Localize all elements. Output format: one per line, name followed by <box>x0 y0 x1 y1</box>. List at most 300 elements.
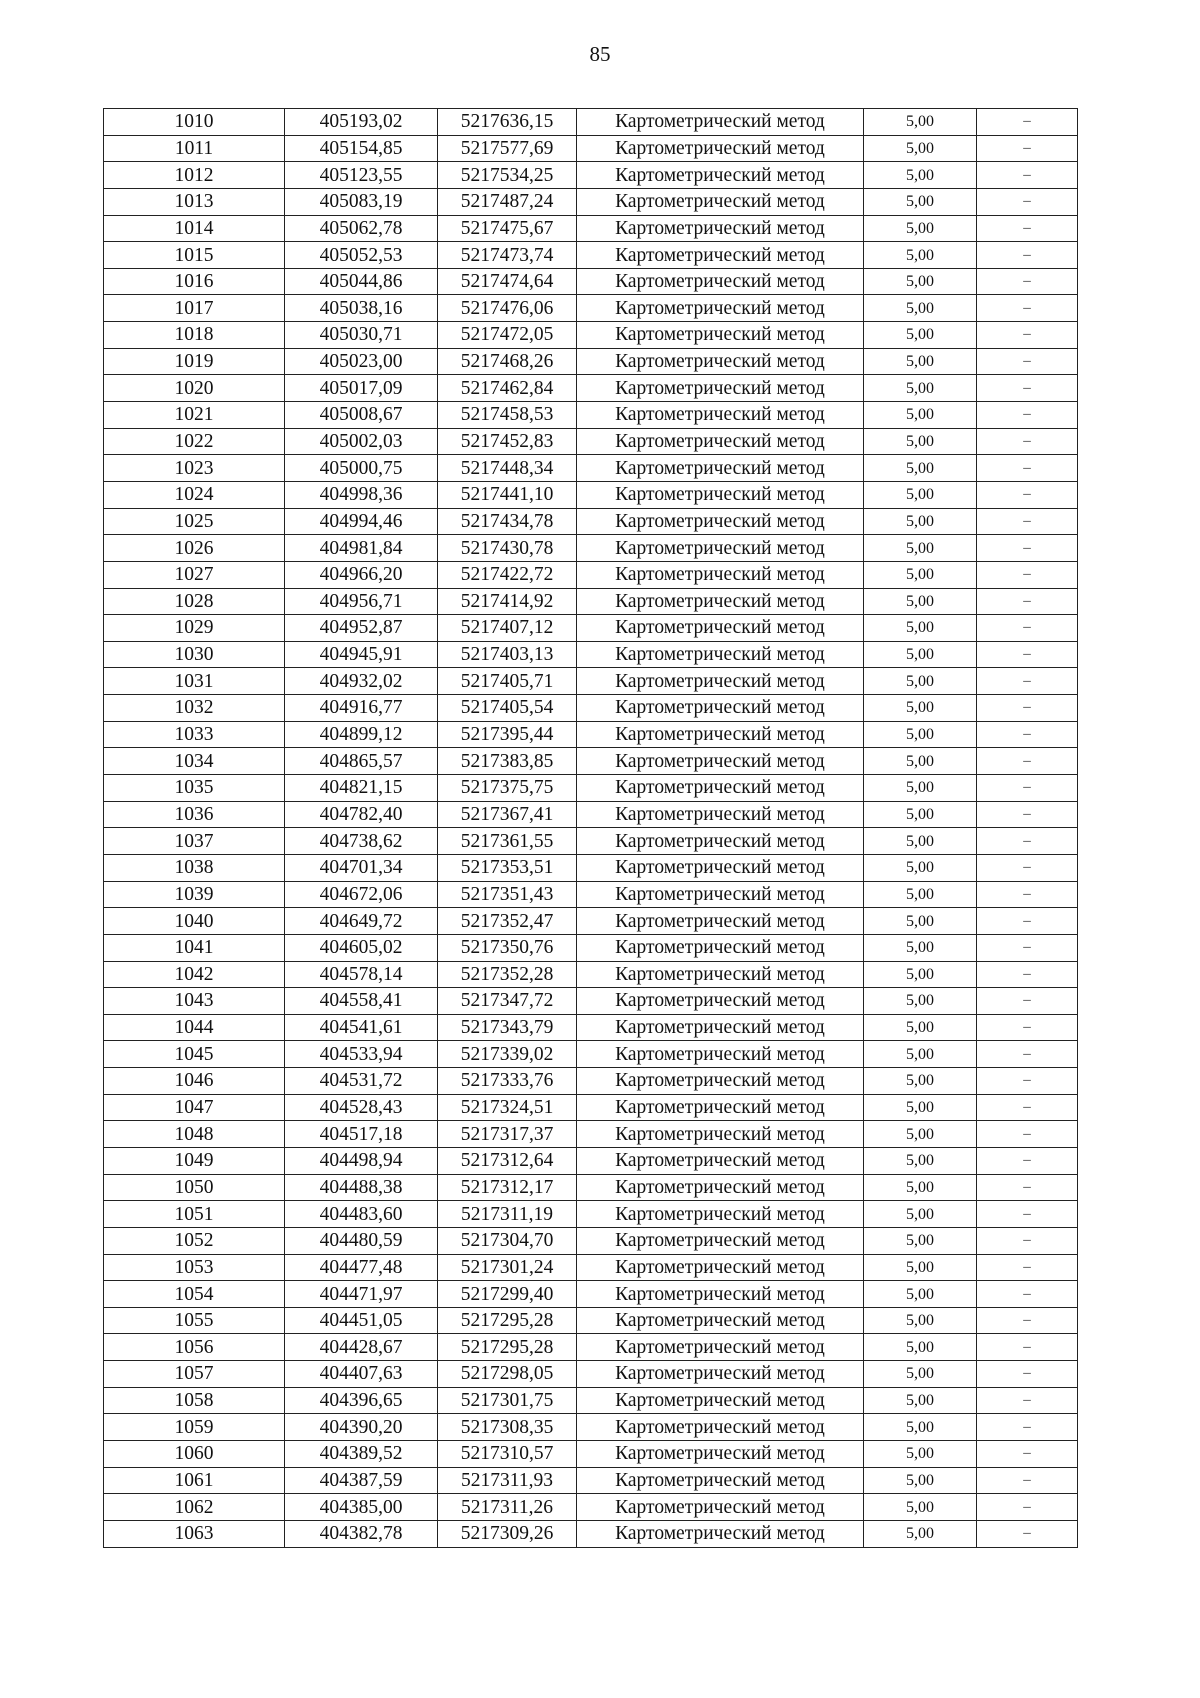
point-number-cell: 1011 <box>104 135 285 162</box>
note-cell: – <box>977 854 1078 881</box>
x-coordinate-cell: 404865,57 <box>285 748 438 775</box>
x-coordinate-cell: 404531,72 <box>285 1068 438 1095</box>
point-number-cell: 1031 <box>104 668 285 695</box>
y-coordinate-cell: 5217405,54 <box>438 695 577 722</box>
note-cell: – <box>977 961 1078 988</box>
accuracy-cell: 5,00 <box>864 348 977 375</box>
x-coordinate-cell: 405017,09 <box>285 375 438 402</box>
point-number-cell: 1013 <box>104 188 285 215</box>
point-number-cell: 1061 <box>104 1467 285 1494</box>
y-coordinate-cell: 5217333,76 <box>438 1068 577 1095</box>
accuracy-cell: 5,00 <box>864 402 977 429</box>
table-row <box>104 1201 1078 1228</box>
accuracy-cell: 5,00 <box>864 1334 977 1361</box>
method-cell: Картометрический метод <box>577 668 864 695</box>
point-number-cell: 1052 <box>104 1227 285 1254</box>
y-coordinate-cell: 5217309,26 <box>438 1520 577 1547</box>
point-number-cell: 1029 <box>104 615 285 642</box>
table-row <box>104 1094 1078 1121</box>
x-coordinate-cell: 405030,71 <box>285 322 438 349</box>
y-coordinate-cell: 5217295,28 <box>438 1334 577 1361</box>
point-number-cell: 1014 <box>104 215 285 242</box>
table-row <box>104 135 1078 162</box>
point-number-cell: 1044 <box>104 1014 285 1041</box>
note-cell: – <box>977 348 1078 375</box>
x-coordinate-cell: 404385,00 <box>285 1494 438 1521</box>
note-cell: – <box>977 1361 1078 1388</box>
accuracy-cell: 5,00 <box>864 428 977 455</box>
y-coordinate-cell: 5217434,78 <box>438 508 577 535</box>
x-coordinate-cell: 405038,16 <box>285 295 438 322</box>
point-number-cell: 1059 <box>104 1414 285 1441</box>
x-coordinate-cell: 404952,87 <box>285 615 438 642</box>
accuracy-cell: 5,00 <box>864 215 977 242</box>
point-number-cell: 1058 <box>104 1387 285 1414</box>
accuracy-cell: 5,00 <box>864 135 977 162</box>
x-coordinate-cell: 404966,20 <box>285 561 438 588</box>
point-number-cell: 1028 <box>104 588 285 615</box>
point-number-cell: 1012 <box>104 162 285 189</box>
y-coordinate-cell: 5217487,24 <box>438 188 577 215</box>
y-coordinate-cell: 5217441,10 <box>438 481 577 508</box>
accuracy-cell: 5,00 <box>864 1094 977 1121</box>
point-number-cell: 1022 <box>104 428 285 455</box>
note-cell: – <box>977 1121 1078 1148</box>
table-row <box>104 881 1078 908</box>
method-cell: Картометрический метод <box>577 1387 864 1414</box>
accuracy-cell: 5,00 <box>864 908 977 935</box>
note-cell: – <box>977 1094 1078 1121</box>
x-coordinate-cell: 405083,19 <box>285 188 438 215</box>
y-coordinate-cell: 5217311,26 <box>438 1494 577 1521</box>
method-cell: Картометрический метод <box>577 348 864 375</box>
x-coordinate-cell: 405052,53 <box>285 242 438 269</box>
table-row <box>104 588 1078 615</box>
accuracy-cell: 5,00 <box>864 561 977 588</box>
method-cell: Картометрический метод <box>577 481 864 508</box>
accuracy-cell: 5,00 <box>864 268 977 295</box>
table-row <box>104 535 1078 562</box>
method-cell: Картометрический метод <box>577 1467 864 1494</box>
x-coordinate-cell: 404945,91 <box>285 641 438 668</box>
note-cell: – <box>977 828 1078 855</box>
point-number-cell: 1039 <box>104 881 285 908</box>
method-cell: Картометрический метод <box>577 375 864 402</box>
point-number-cell: 1050 <box>104 1174 285 1201</box>
method-cell: Картометрический метод <box>577 1494 864 1521</box>
table-row <box>104 1014 1078 1041</box>
accuracy-cell: 5,00 <box>864 1520 977 1547</box>
point-number-cell: 1036 <box>104 801 285 828</box>
point-number-cell: 1019 <box>104 348 285 375</box>
y-coordinate-cell: 5217352,47 <box>438 908 577 935</box>
table-row <box>104 1494 1078 1521</box>
table-row <box>104 481 1078 508</box>
note-cell: – <box>977 1201 1078 1228</box>
accuracy-cell: 5,00 <box>864 828 977 855</box>
note-cell: – <box>977 375 1078 402</box>
accuracy-cell: 5,00 <box>864 854 977 881</box>
point-number-cell: 1045 <box>104 1041 285 1068</box>
note-cell: – <box>977 775 1078 802</box>
method-cell: Картометрический метод <box>577 428 864 455</box>
accuracy-cell: 5,00 <box>864 322 977 349</box>
x-coordinate-cell: 404998,36 <box>285 481 438 508</box>
x-coordinate-cell: 404672,06 <box>285 881 438 908</box>
accuracy-cell: 5,00 <box>864 109 977 136</box>
method-cell: Картометрический метод <box>577 1174 864 1201</box>
note-cell: – <box>977 535 1078 562</box>
method-cell: Картометрический метод <box>577 162 864 189</box>
note-cell: – <box>977 455 1078 482</box>
note-cell: – <box>977 615 1078 642</box>
accuracy-cell: 5,00 <box>864 695 977 722</box>
table-row <box>104 1281 1078 1308</box>
x-coordinate-cell: 404407,63 <box>285 1361 438 1388</box>
accuracy-cell: 5,00 <box>864 961 977 988</box>
y-coordinate-cell: 5217476,06 <box>438 295 577 322</box>
method-cell: Картометрический метод <box>577 268 864 295</box>
y-coordinate-cell: 5217472,05 <box>438 322 577 349</box>
method-cell: Картометрический метод <box>577 188 864 215</box>
point-number-cell: 1056 <box>104 1334 285 1361</box>
x-coordinate-cell: 404387,59 <box>285 1467 438 1494</box>
note-cell: – <box>977 668 1078 695</box>
table-row <box>104 961 1078 988</box>
note-cell: – <box>977 109 1078 136</box>
x-coordinate-cell: 405002,03 <box>285 428 438 455</box>
point-number-cell: 1054 <box>104 1281 285 1308</box>
note-cell: – <box>977 641 1078 668</box>
table-row <box>104 1441 1078 1468</box>
x-coordinate-cell: 405008,67 <box>285 402 438 429</box>
y-coordinate-cell: 5217430,78 <box>438 535 577 562</box>
table-row <box>104 908 1078 935</box>
x-coordinate-cell: 404389,52 <box>285 1441 438 1468</box>
method-cell: Картометрический метод <box>577 1361 864 1388</box>
y-coordinate-cell: 5217317,37 <box>438 1121 577 1148</box>
method-cell: Картометрический метод <box>577 775 864 802</box>
accuracy-cell: 5,00 <box>864 1387 977 1414</box>
accuracy-cell: 5,00 <box>864 1494 977 1521</box>
x-coordinate-cell: 405000,75 <box>285 455 438 482</box>
method-cell: Картометрический метод <box>577 615 864 642</box>
x-coordinate-cell: 404916,77 <box>285 695 438 722</box>
y-coordinate-cell: 5217405,71 <box>438 668 577 695</box>
point-number-cell: 1025 <box>104 508 285 535</box>
note-cell: – <box>977 268 1078 295</box>
method-cell: Картометрический метод <box>577 641 864 668</box>
point-number-cell: 1038 <box>104 854 285 881</box>
accuracy-cell: 5,00 <box>864 641 977 668</box>
y-coordinate-cell: 5217375,75 <box>438 775 577 802</box>
method-cell: Картометрический метод <box>577 535 864 562</box>
x-coordinate-cell: 404956,71 <box>285 588 438 615</box>
note-cell: – <box>977 748 1078 775</box>
y-coordinate-cell: 5217301,75 <box>438 1387 577 1414</box>
accuracy-cell: 5,00 <box>864 242 977 269</box>
coordinates-table <box>103 108 1078 1548</box>
note-cell: – <box>977 1227 1078 1254</box>
y-coordinate-cell: 5217311,19 <box>438 1201 577 1228</box>
note-cell: – <box>977 1494 1078 1521</box>
table-row <box>104 428 1078 455</box>
point-number-cell: 1026 <box>104 535 285 562</box>
table-row <box>104 1467 1078 1494</box>
x-coordinate-cell: 405123,55 <box>285 162 438 189</box>
accuracy-cell: 5,00 <box>864 588 977 615</box>
method-cell: Картометрический метод <box>577 1414 864 1441</box>
accuracy-cell: 5,00 <box>864 748 977 775</box>
y-coordinate-cell: 5217295,28 <box>438 1307 577 1334</box>
y-coordinate-cell: 5217347,72 <box>438 988 577 1015</box>
method-cell: Картометрический метод <box>577 828 864 855</box>
method-cell: Картометрический метод <box>577 1441 864 1468</box>
point-number-cell: 1035 <box>104 775 285 802</box>
method-cell: Картометрический метод <box>577 721 864 748</box>
x-coordinate-cell: 405154,85 <box>285 135 438 162</box>
table-row <box>104 295 1078 322</box>
note-cell: – <box>977 1441 1078 1468</box>
point-number-cell: 1024 <box>104 481 285 508</box>
note-cell: – <box>977 1041 1078 1068</box>
y-coordinate-cell: 5217301,24 <box>438 1254 577 1281</box>
point-number-cell: 1010 <box>104 109 285 136</box>
x-coordinate-cell: 404821,15 <box>285 775 438 802</box>
point-number-cell: 1053 <box>104 1254 285 1281</box>
y-coordinate-cell: 5217298,05 <box>438 1361 577 1388</box>
method-cell: Картометрический метод <box>577 1121 864 1148</box>
note-cell: – <box>977 1254 1078 1281</box>
method-cell: Картометрический метод <box>577 109 864 136</box>
method-cell: Картометрический метод <box>577 1147 864 1174</box>
y-coordinate-cell: 5217367,41 <box>438 801 577 828</box>
table-row <box>104 561 1078 588</box>
note-cell: – <box>977 402 1078 429</box>
table-row <box>104 988 1078 1015</box>
x-coordinate-cell: 405062,78 <box>285 215 438 242</box>
accuracy-cell: 5,00 <box>864 1201 977 1228</box>
y-coordinate-cell: 5217351,43 <box>438 881 577 908</box>
accuracy-cell: 5,00 <box>864 1254 977 1281</box>
table-row <box>104 162 1078 189</box>
table-row <box>104 1227 1078 1254</box>
x-coordinate-cell: 404578,14 <box>285 961 438 988</box>
x-coordinate-cell: 404528,43 <box>285 1094 438 1121</box>
x-coordinate-cell: 404517,18 <box>285 1121 438 1148</box>
table-row <box>104 375 1078 402</box>
note-cell: – <box>977 508 1078 535</box>
x-coordinate-cell: 404498,94 <box>285 1147 438 1174</box>
note-cell: – <box>977 162 1078 189</box>
accuracy-cell: 5,00 <box>864 188 977 215</box>
note-cell: – <box>977 481 1078 508</box>
table-row <box>104 1307 1078 1334</box>
table-row <box>104 615 1078 642</box>
y-coordinate-cell: 5217577,69 <box>438 135 577 162</box>
method-cell: Картометрический метод <box>577 934 864 961</box>
method-cell: Картометрический метод <box>577 881 864 908</box>
x-coordinate-cell: 404390,20 <box>285 1414 438 1441</box>
x-coordinate-cell: 404932,02 <box>285 668 438 695</box>
point-number-cell: 1034 <box>104 748 285 775</box>
method-cell: Картометрический метод <box>577 1281 864 1308</box>
x-coordinate-cell: 404382,78 <box>285 1520 438 1547</box>
method-cell: Картометрический метод <box>577 801 864 828</box>
table-row <box>104 721 1078 748</box>
point-number-cell: 1063 <box>104 1520 285 1547</box>
table-row <box>104 854 1078 881</box>
y-coordinate-cell: 5217350,76 <box>438 934 577 961</box>
point-number-cell: 1037 <box>104 828 285 855</box>
note-cell: – <box>977 695 1078 722</box>
x-coordinate-cell: 404451,05 <box>285 1307 438 1334</box>
accuracy-cell: 5,00 <box>864 668 977 695</box>
point-number-cell: 1057 <box>104 1361 285 1388</box>
table-row <box>104 508 1078 535</box>
point-number-cell: 1047 <box>104 1094 285 1121</box>
x-coordinate-cell: 404649,72 <box>285 908 438 935</box>
table-row <box>104 1254 1078 1281</box>
y-coordinate-cell: 5217324,51 <box>438 1094 577 1121</box>
point-number-cell: 1055 <box>104 1307 285 1334</box>
accuracy-cell: 5,00 <box>864 1041 977 1068</box>
y-coordinate-cell: 5217474,64 <box>438 268 577 295</box>
point-number-cell: 1018 <box>104 322 285 349</box>
point-number-cell: 1021 <box>104 402 285 429</box>
table-row <box>104 242 1078 269</box>
note-cell: – <box>977 215 1078 242</box>
y-coordinate-cell: 5217312,64 <box>438 1147 577 1174</box>
point-number-cell: 1041 <box>104 934 285 961</box>
table-row <box>104 348 1078 375</box>
note-cell: – <box>977 988 1078 1015</box>
method-cell: Картометрический метод <box>577 508 864 535</box>
x-coordinate-cell: 404981,84 <box>285 535 438 562</box>
x-coordinate-cell: 404483,60 <box>285 1201 438 1228</box>
y-coordinate-cell: 5217422,72 <box>438 561 577 588</box>
y-coordinate-cell: 5217468,26 <box>438 348 577 375</box>
method-cell: Картометрический метод <box>577 748 864 775</box>
note-cell: – <box>977 1520 1078 1547</box>
accuracy-cell: 5,00 <box>864 1441 977 1468</box>
point-number-cell: 1023 <box>104 455 285 482</box>
method-cell: Картометрический метод <box>577 1014 864 1041</box>
x-coordinate-cell: 404701,34 <box>285 854 438 881</box>
y-coordinate-cell: 5217534,25 <box>438 162 577 189</box>
y-coordinate-cell: 5217343,79 <box>438 1014 577 1041</box>
x-coordinate-cell: 404533,94 <box>285 1041 438 1068</box>
note-cell: – <box>977 1281 1078 1308</box>
x-coordinate-cell: 404396,65 <box>285 1387 438 1414</box>
accuracy-cell: 5,00 <box>864 1307 977 1334</box>
y-coordinate-cell: 5217383,85 <box>438 748 577 775</box>
x-coordinate-cell: 404488,38 <box>285 1174 438 1201</box>
accuracy-cell: 5,00 <box>864 455 977 482</box>
y-coordinate-cell: 5217395,44 <box>438 721 577 748</box>
table-row <box>104 1361 1078 1388</box>
note-cell: – <box>977 1334 1078 1361</box>
note-cell: – <box>977 1387 1078 1414</box>
method-cell: Картометрический метод <box>577 215 864 242</box>
coordinates-table-body <box>104 109 1078 1548</box>
accuracy-cell: 5,00 <box>864 1227 977 1254</box>
accuracy-cell: 5,00 <box>864 721 977 748</box>
accuracy-cell: 5,00 <box>864 1361 977 1388</box>
note-cell: – <box>977 1307 1078 1334</box>
accuracy-cell: 5,00 <box>864 615 977 642</box>
table-row <box>104 268 1078 295</box>
method-cell: Картометрический метод <box>577 1307 864 1334</box>
method-cell: Картометрический метод <box>577 1094 864 1121</box>
y-coordinate-cell: 5217414,92 <box>438 588 577 615</box>
point-number-cell: 1048 <box>104 1121 285 1148</box>
note-cell: – <box>977 561 1078 588</box>
note-cell: – <box>977 1147 1078 1174</box>
note-cell: – <box>977 295 1078 322</box>
x-coordinate-cell: 404605,02 <box>285 934 438 961</box>
accuracy-cell: 5,00 <box>864 162 977 189</box>
x-coordinate-cell: 404480,59 <box>285 1227 438 1254</box>
method-cell: Картометрический метод <box>577 961 864 988</box>
point-number-cell: 1043 <box>104 988 285 1015</box>
accuracy-cell: 5,00 <box>864 988 977 1015</box>
method-cell: Картометрический метод <box>577 455 864 482</box>
accuracy-cell: 5,00 <box>864 881 977 908</box>
y-coordinate-cell: 5217353,51 <box>438 854 577 881</box>
method-cell: Картометрический метод <box>577 854 864 881</box>
y-coordinate-cell: 5217475,67 <box>438 215 577 242</box>
method-cell: Картометрический метод <box>577 402 864 429</box>
y-coordinate-cell: 5217448,34 <box>438 455 577 482</box>
accuracy-cell: 5,00 <box>864 934 977 961</box>
point-number-cell: 1051 <box>104 1201 285 1228</box>
y-coordinate-cell: 5217299,40 <box>438 1281 577 1308</box>
table-row <box>104 748 1078 775</box>
table-row <box>104 1068 1078 1095</box>
table-row <box>104 1387 1078 1414</box>
table-row <box>104 934 1078 961</box>
note-cell: – <box>977 1068 1078 1095</box>
method-cell: Картометрический метод <box>577 135 864 162</box>
table-row <box>104 1174 1078 1201</box>
table-row <box>104 215 1078 242</box>
y-coordinate-cell: 5217361,55 <box>438 828 577 855</box>
y-coordinate-cell: 5217311,93 <box>438 1467 577 1494</box>
point-number-cell: 1040 <box>104 908 285 935</box>
table-row <box>104 1147 1078 1174</box>
note-cell: – <box>977 801 1078 828</box>
x-coordinate-cell: 404994,46 <box>285 508 438 535</box>
x-coordinate-cell: 404899,12 <box>285 721 438 748</box>
table-row <box>104 402 1078 429</box>
y-coordinate-cell: 5217473,74 <box>438 242 577 269</box>
accuracy-cell: 5,00 <box>864 1121 977 1148</box>
accuracy-cell: 5,00 <box>864 508 977 535</box>
point-number-cell: 1015 <box>104 242 285 269</box>
note-cell: – <box>977 188 1078 215</box>
note-cell: – <box>977 242 1078 269</box>
x-coordinate-cell: 404471,97 <box>285 1281 438 1308</box>
method-cell: Картометрический метод <box>577 295 864 322</box>
x-coordinate-cell: 404477,48 <box>285 1254 438 1281</box>
method-cell: Картометрический метод <box>577 1254 864 1281</box>
note-cell: – <box>977 1414 1078 1441</box>
table-row <box>104 1041 1078 1068</box>
method-cell: Картометрический метод <box>577 242 864 269</box>
note-cell: – <box>977 1467 1078 1494</box>
x-coordinate-cell: 404738,62 <box>285 828 438 855</box>
